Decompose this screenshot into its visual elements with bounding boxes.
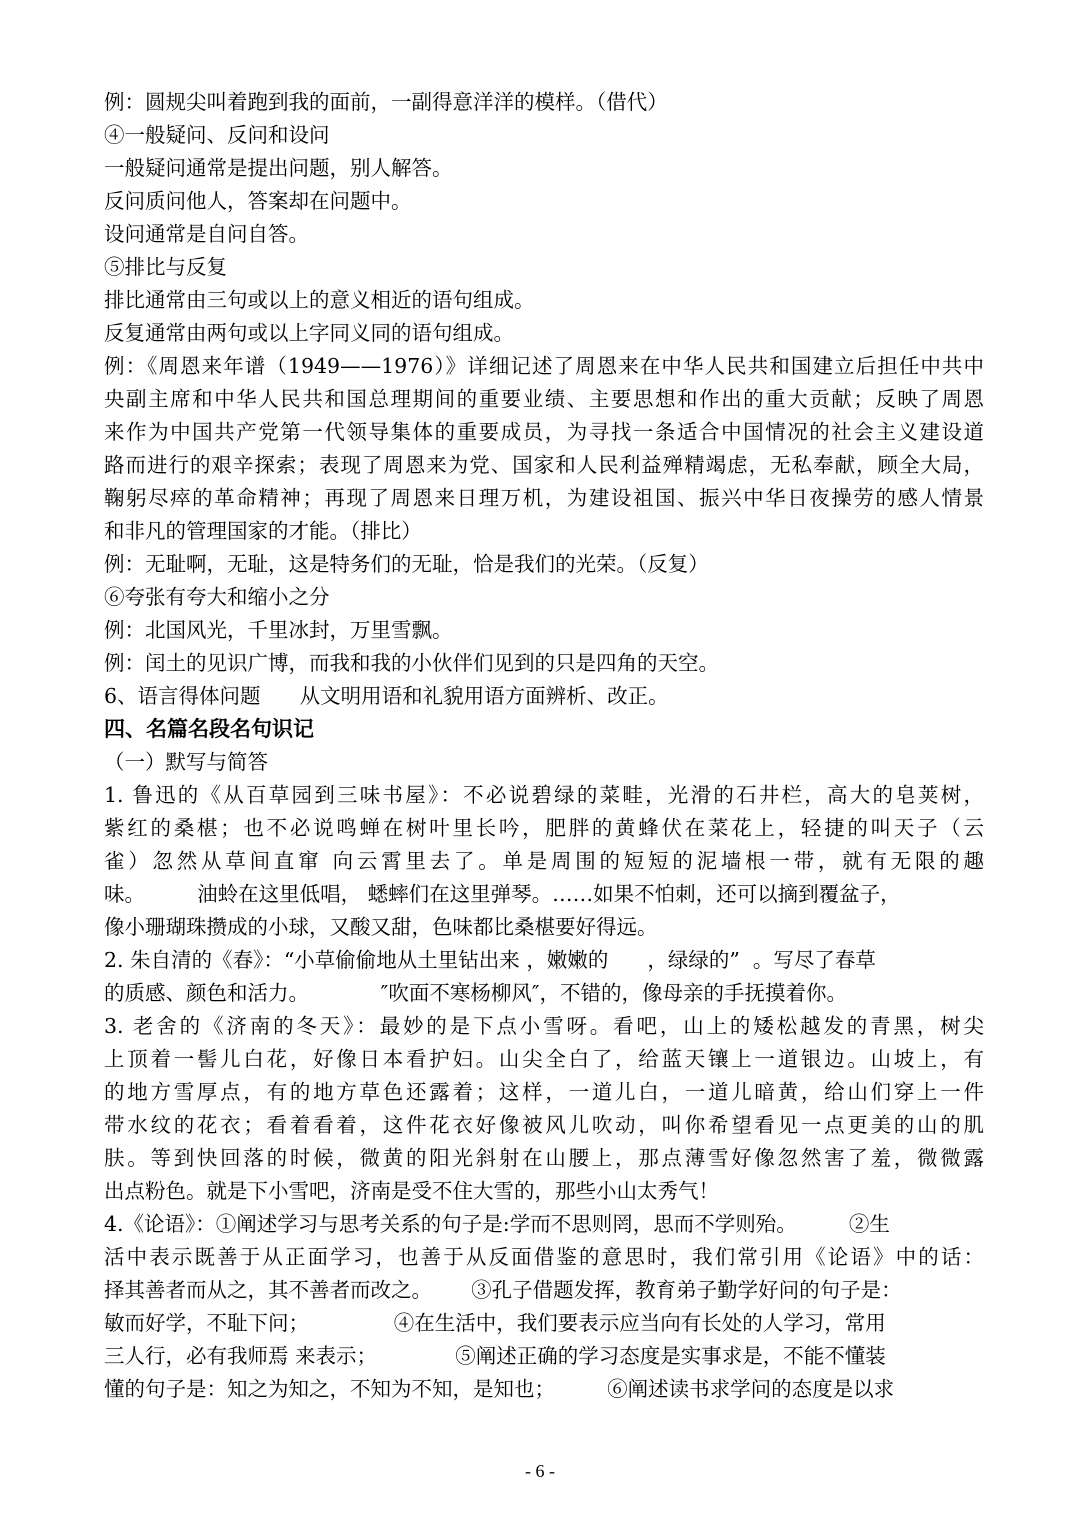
- text-line: ④一般疑问、反问和设问: [104, 123, 330, 147]
- text-line: 带水纹的花衣；看着看着，这件花衣好像被风儿吹动，叫你希望看见一点更美的山的肌: [104, 1113, 984, 1137]
- text-line: 懂的句子是：知之为知之，不知为不知，是知也； ⑥阐述读书求学问的态度是以求: [104, 1377, 895, 1401]
- text-line: 例：无耻啊，无耻，这是特务们的无耻，恰是我们的光荣。（反复）: [104, 552, 709, 576]
- text-line: 肤。等到快回落的时候，微黄的阳光斜射在山腰上，那点薄雪好像忽然害了羞，微微露: [104, 1146, 984, 1170]
- text-line: （一）默写与简答: [104, 750, 268, 774]
- text-line: 鞠躬尽瘁的革命精神；再现了周恩来日理万机，为建设祖国、振兴中华日夜操劳的感人情景: [104, 486, 984, 510]
- text-line: 的地方雪厚点，有的地方草色还露着；这样，一道儿白，一道儿暗黄，给山们穿上一件: [104, 1080, 984, 1104]
- text-line: 像小珊瑚珠攒成的小球，又酸又甜，色味都比桑椹要好得远。: [104, 915, 658, 939]
- text-line: 择其善者而从之，其不善者而改之。 ③孔子借题发挥，教育弟子勤学好问的句子是：: [104, 1278, 902, 1302]
- text-line: 例：北国风光，千里冰封，万里雪飘。: [104, 618, 453, 642]
- text-line: 1. 鲁迅的《从百草园到三味书屋》：不必说碧绿的菜畦，光滑的石井栏，高大的皂荚树，: [104, 783, 984, 807]
- text-line: 来作为中国共产党第一代领导集体的重要成员，为寻找一条适合中国情况的社会主义建设道: [104, 420, 984, 444]
- text-line: 雀）忽然从草间直窜 向云霄里去了。单是周围的短短的泥墙根一带，就有无限的趣: [104, 849, 984, 873]
- text-line: 上顶着一髻儿白花，好像日本看护妇。山尖全白了，给蓝天镶上一道银边。山坡上，有: [104, 1047, 984, 1071]
- page-number: - 6 -: [525, 1461, 555, 1481]
- text-line: ⑥夸张有夸大和缩小之分: [104, 585, 330, 609]
- text-line: 央副主席和中华人民共和国总理期间的重要业绩、主要思想和作出的重大贡献；反映了周恩: [104, 387, 984, 411]
- text-line: 例：闰土的见识广博，而我和我的小伙伴们见到的只是四角的天空。: [104, 651, 719, 675]
- text-line: 例：《周恩来年谱（1949——1976）》详细记述了周恩来在中华人民共和国建立后担任中共中: [104, 354, 984, 378]
- text-line: 2. 朱自清的《春》：“小草偷偷地从土里钻出来 ，嫩嫩的 ，绿绿的” 。写尽了春草: [104, 948, 876, 972]
- text-line: 反问质问他人，答案却在问题中。: [104, 189, 412, 213]
- text-line: 路而进行的艰辛探索；表现了周恩来为党、国家和人民利益殚精竭虑，无私奉献，顾全大局，: [104, 453, 984, 477]
- text-line: 一般疑问通常是提出问题，别人解答。: [104, 156, 453, 180]
- text-line: ⑤排比与反复: [104, 255, 227, 279]
- text-line: 三人行，必有我师焉 来表示； ⑤阐述正确的学习态度是实事求是，不能不懂装: [104, 1344, 886, 1368]
- text-line: 敏而好学，不耻下问； ④在生活中，我们要表示应当向有长处的人学习，常用: [104, 1311, 886, 1335]
- text-line: 4.《论语》：①阐述学习与思考关系的句子是:学而不思则罔，思而不学则殆。 ②生: [104, 1212, 890, 1236]
- text-line: 设问通常是自问自答。: [104, 222, 309, 246]
- text-line: 紫红的桑椹；也不必说鸣蝉在树叶里长吟，肥胖的黄蜂伏在菜花上，轻捷的叫天子（云: [104, 816, 984, 840]
- document-body: [104, 86, 984, 1406]
- text-line: 活中表示既善于从正面学习，也善于从反面借鉴的意思时，我们常引用《论语》中的话：: [104, 1245, 984, 1269]
- text-line: 味。 油蛉在这里低唱， 蟋蟀们在这里弹琴。……如果不怕刺，还可以摘到覆盆子，: [104, 882, 901, 906]
- text-line: 3. 老舍的《济南的冬天》：最妙的是下点小雪呀。看吧，山上的矮松越发的青黑，树尖: [104, 1014, 984, 1038]
- text-line: 的质感、颜色和活力。 ″吹面不寒杨柳风″，不错的，像母亲的手抚摸着你。: [104, 981, 847, 1005]
- text-line: 反复通常由两句或以上字同义同的语句组成。: [104, 321, 514, 345]
- text-line: 例：圆规尖叫着跑到我的面前，一副得意洋洋的模样。（借代）: [104, 90, 668, 114]
- text-line: 和非凡的管理国家的才能。（排比）: [104, 519, 422, 543]
- section-heading: 四、名篇名段名句识记: [104, 717, 314, 741]
- text-line: 出点粉色。就是下小雪吧，济南是受不住大雪的，那些小山太秀气！: [104, 1179, 719, 1203]
- text-line: 6、语言得体问题 从文明用语和礼貌用语方面辨析、改正。: [104, 684, 669, 708]
- text-line: 排比通常由三句或以上的意义相近的语句组成。: [104, 288, 535, 312]
